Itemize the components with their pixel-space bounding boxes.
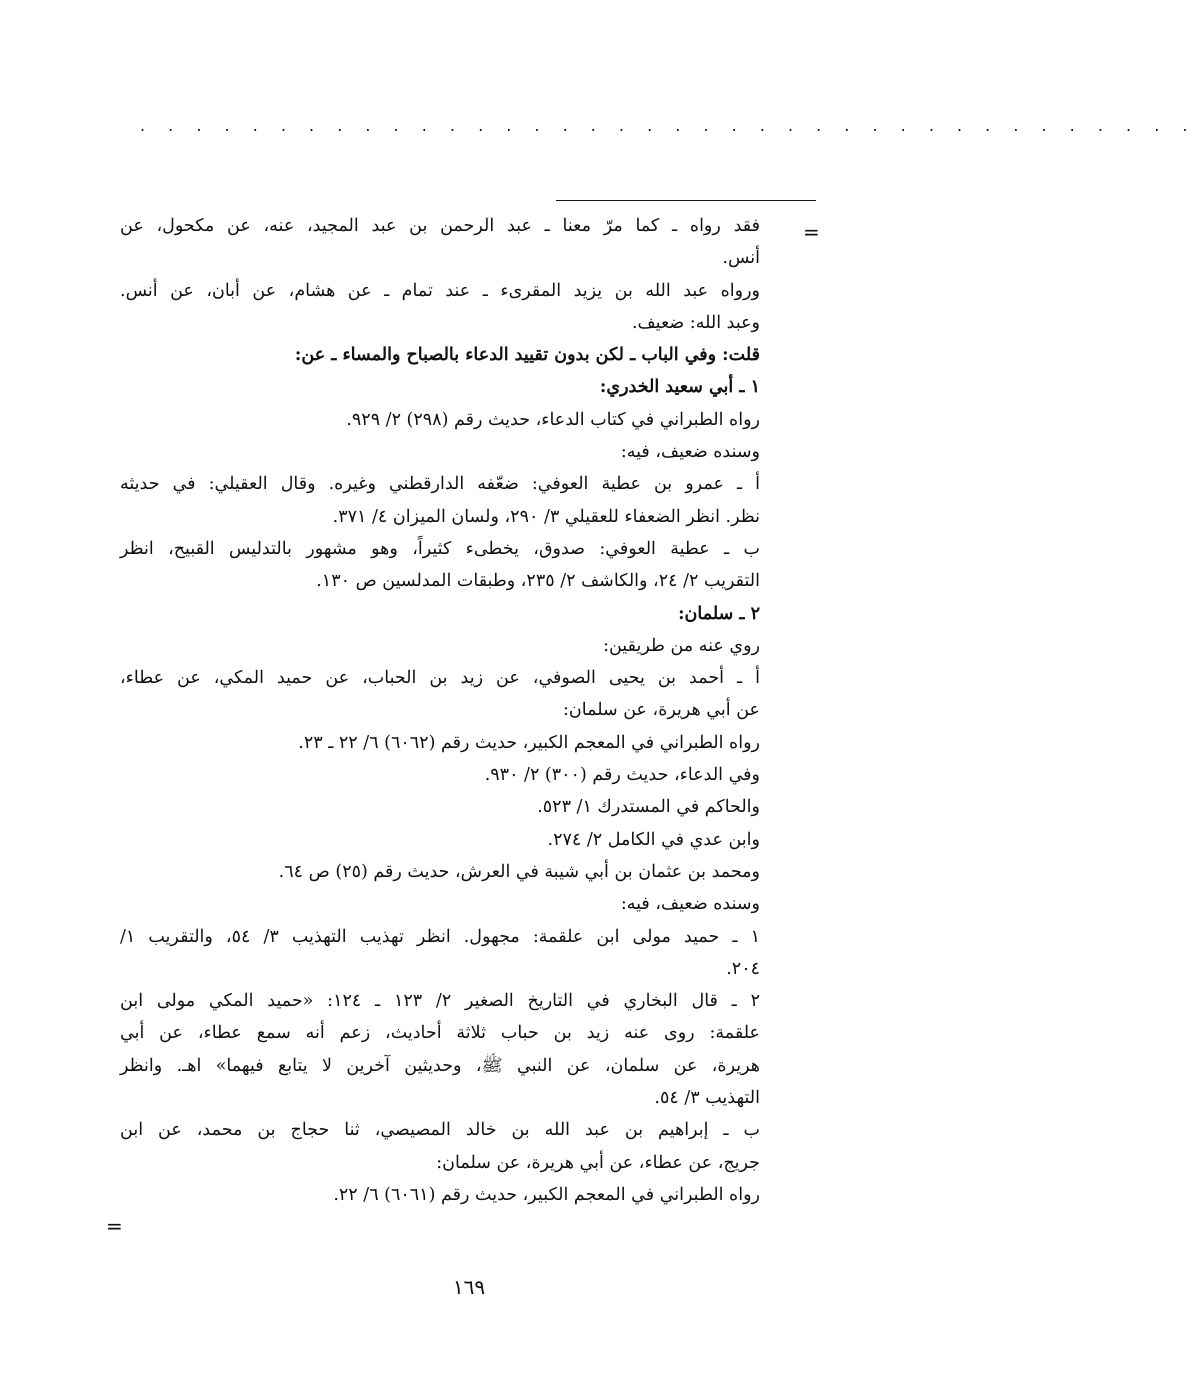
text-line: وعبد الله: ضعيف. <box>631 312 760 333</box>
text-line: جريج، عن عطاء، عن أبي هريرة، عن سلمان: <box>436 1152 760 1173</box>
text-line: وفي الدعاء، حديث رقم (٣٠٠) ٢/ ٩٣٠. <box>484 765 760 786</box>
text-line: رواه الطبراني في كتاب الدعاء، حديث رقم (٢٩٨) ٢/ ٩٢٩. <box>346 409 760 430</box>
text-line: ب ـ عطية العوفي: صدوق، يخطىء كثيراً، وهو مشهور بالتدليس القبيح، انظر <box>120 538 760 559</box>
text-line: هريرة، عن سلمان، عن النبي ﷺ، وحديثين آخرين لا يتابع فيهما» اهـ. وانظر <box>120 1055 760 1076</box>
text-line: نظر. انظر الضعفاء للعقيلي ٣/ ٢٩٠، ولسان الميزان ٤/ ٣٧١. <box>332 506 760 527</box>
footnote-rule <box>556 200 816 201</box>
text-line: أ ـ عمرو بن عطية العوفي: ضعّفه الدارقطني وغيره. وقال العقيلي: في حديثه <box>120 474 760 495</box>
text-line: والحاكم في المستدرك ١/ ٥٢٣. <box>537 797 760 818</box>
text-line: التهذيب ٣/ ٥٤. <box>654 1088 760 1109</box>
text-line: قلت: وفي الباب ـ لكن بدون تقييد الدعاء بالصباح والمساء ـ عن: <box>294 345 760 366</box>
text-line: وسنده ضعيف، فيه: <box>620 442 760 463</box>
text-line: فقد رواه ـ كما مرّ معنا ـ عبد الرحمن بن عبد المجيد، عنه، عن مكحول، عن <box>120 216 760 236</box>
text-line: التقريب ٢/ ٢٤، والكاشف ٢/ ٢٣٥، وطبقات المدلسين ص ١٣٠. <box>316 571 760 592</box>
text-line: وسنده ضعيف، فيه: <box>620 894 760 915</box>
text-line: أنس. <box>722 248 760 269</box>
footnote-text <box>120 210 760 1211</box>
continuation-mark-bottom: = <box>106 1214 123 1238</box>
text-line: روي عنه من طريقين: <box>603 635 760 656</box>
text-line: ١ ـ حميد مولى ابن علقمة: مجهول. انظر تهذيب التهذيب ٣/ ٥٤، والتقريب ١/ <box>120 926 760 947</box>
text-line: وابن عدي في الكامل ٢/ ٢٧٤. <box>547 829 760 850</box>
continuation-mark-top: = <box>803 220 820 244</box>
page-number: ١٦٩ <box>452 1275 486 1299</box>
text-line: عن أبي هريرة، عن سلمان: <box>563 700 760 721</box>
text-line: ورواه عبد الله بن يزيد المقرىء ـ عند تمام ـ عن هشام، عن أبان، عن أنس. <box>120 280 760 301</box>
text-line: ب ـ إبراهيم بن عبد الله بن خالد المصيصي، ثنا حجاج بن محمد، عن ابن <box>120 1120 760 1141</box>
section-heading: ٢ ـ سلمان: <box>678 603 760 624</box>
section-heading: ١ ـ أبي سعيد الخدري: <box>599 377 760 398</box>
text-line: أ ـ أحمد بن يحيى الصوفي، عن زيد بن الحباب، عن حميد المكي، عن عطاء، <box>120 668 760 689</box>
text-line: ومحمد بن عثمان بن أبي شيبة في العرش، حديث رقم (٢٥) ص ٦٤. <box>278 861 760 882</box>
text-line: رواه الطبراني في المعجم الكبير، حديث رقم (٦٠٦١) ٦/ ٢٢. <box>333 1184 760 1205</box>
separator-dots: . . . . . . . . . . . . . . . . . . . . . . . . . . . . . . . . . . . . . . <box>140 116 1196 135</box>
text-line: ٢ ـ قال البخاري في التاريخ الصغير ٢/ ١٢٣ ـ ١٢٤: «حميد المكي مولى ابن <box>120 991 760 1012</box>
text-line: رواه الطبراني في المعجم الكبير، حديث رقم (٦٠٦٢) ٦/ ٢٢ ـ ٢٣. <box>298 732 760 753</box>
text-line: ٢٠٤. <box>726 958 760 979</box>
text-line: علقمة: روى عنه زيد بن حباب ثلاثة أحاديث، زعم أنه سمع عطاء، عن أبي <box>120 1023 760 1044</box>
